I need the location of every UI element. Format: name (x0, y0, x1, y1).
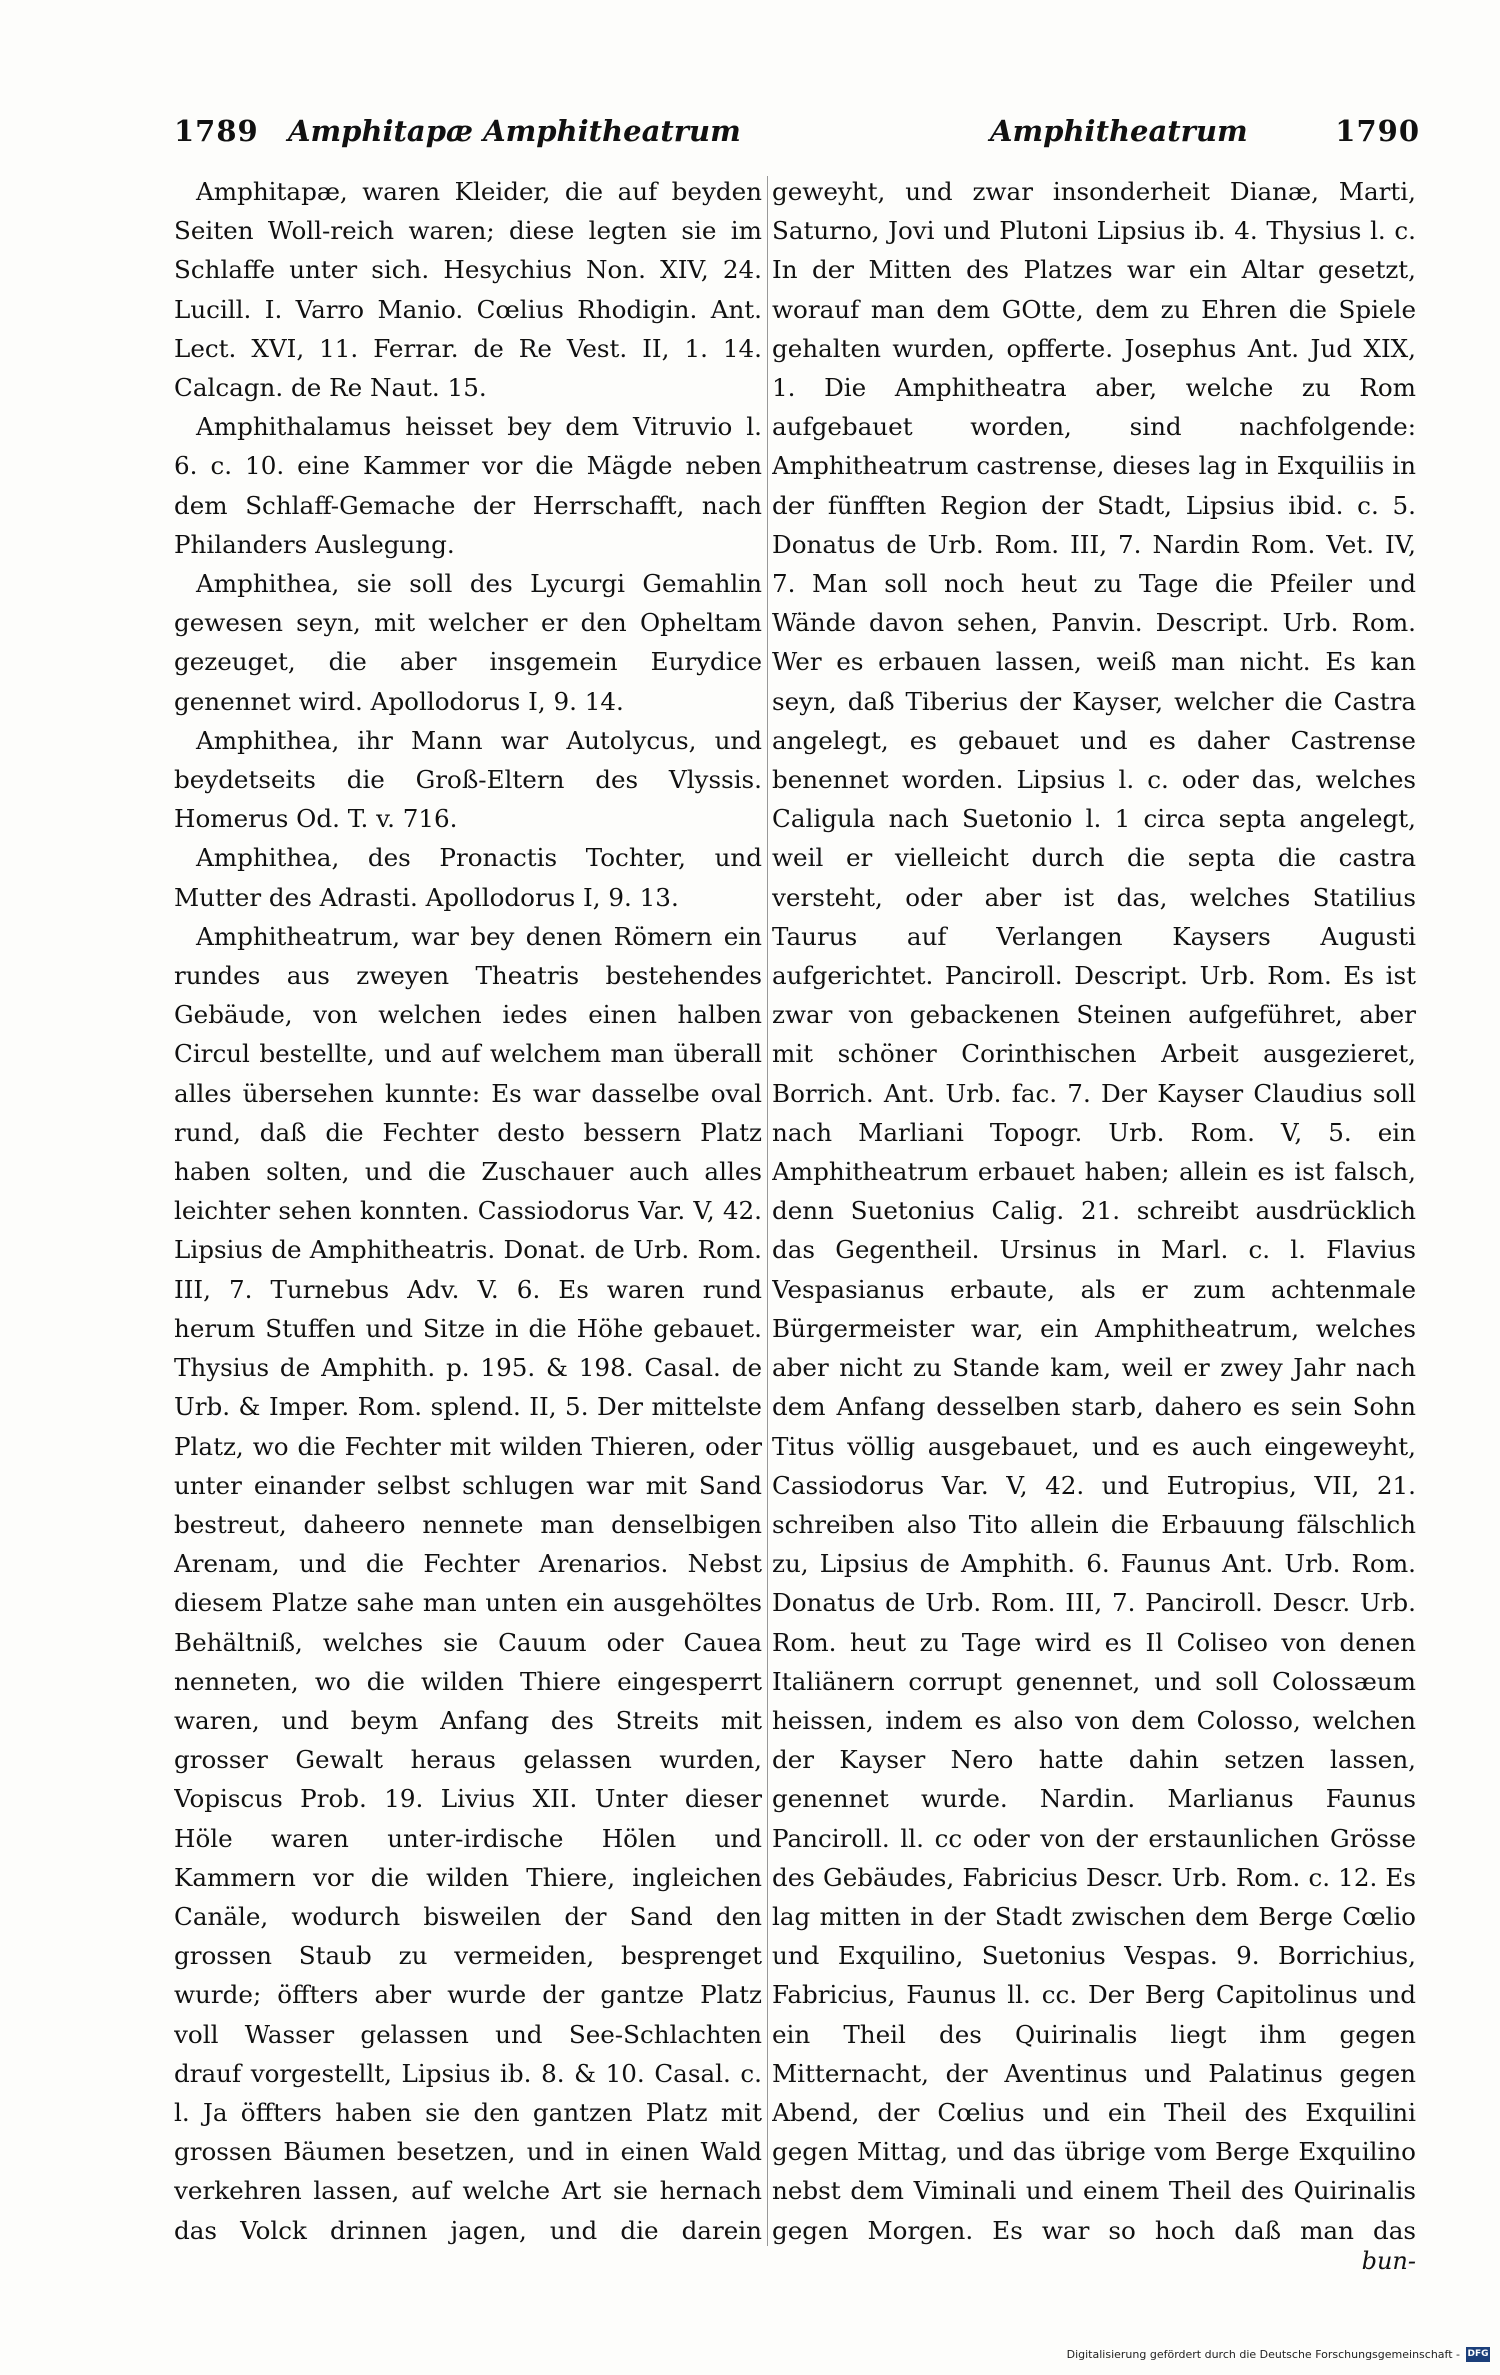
left-page-number: 1789 (174, 114, 259, 148)
left-header-catchwords: Amphitapæ Amphitheatrum (287, 114, 741, 148)
entry-amphitapae: Amphitapæ, waren Kleider, die auf beyden Seiten Woll-reich waren; diese legten sie im Schlaffe unter sich. Hesychius Non. XIV, 24. Lucill. I. Varro Manio. Cœlius Rhodigin. Ant. Lect. XVI, 11. Ferrar. de Re Vest. II, 1. 14. Calcagn. de Re Naut. 15. (174, 177, 762, 403)
entry-amphithalamus: Amphithalamus heisset bey dem Vitruvio l. 6. c. 10. eine Kammer vor die Mägde neben dem Schlaff-Gemache der Herrschafft, nach Philanders Auslegung. (174, 412, 762, 559)
entry-amphithea-autolycus: Amphithea, ihr Mann war Autolycus, und beydetseits die Groß-Eltern des Vlyssis. Homerus Od. T. v. 716. (174, 725, 762, 834)
column-divider (767, 176, 768, 2246)
entry-amphithea-lycurgus: Amphithea, sie soll des Lycurgi Gemahlin gewesen seyn, mit welcher er den Opheltam gezeuget, die aber insgemein Eurydice genennet wird. Apollodorus I, 9. 14. (174, 569, 762, 716)
digitization-footer (900, 2340, 1490, 2368)
entry-amphitheatrum: Amphitheatrum, war bey denen Römern ein rundes aus zweyen Theatris bestehendes Gebäude, von welchen iedes einen halben Circul bestellte, und auf welchem man überall alles übersehen kunnte: Es war dasselbe oval rund, daß die Fechter desto bessern Platz haben solten, und die Zuschauer auch alles leichter sehen konnten. Cassiodorus Var. V, 42. Lipsius de Amphitheatris. Donat. de Urb. Rom. III, 7. Turnebus Adv. V. 6. Es waren rund herum Stuffen und Sitze in die Höhe gebauet. Thysius de Amphith. p. 195. & 198. Casal. de Urb. & Imper. Rom. splend. II, 5. Der mittelste Platz, wo die Fechter mit wilden Thieren, oder unter einander selbst schlugen war mit Sand bestreut, daheero nennete man denselbigen Arenam, und die Fechter Arenarios. Nebst diesem Platze sahe man unten ein ausgehöltes Behältniß, welches sie Cauum oder Cauea nenneten, wo die wilden Thiere eingesperrt waren, und beym Anfang des Streits mit grosser Gewalt heraus gelassen wurden, Vopiscus Prob. 19. Livius XII. Unter dieser Höle waren unter-irdische Hölen und Kammern vor die wilden Thiere, ingleichen Canäle, wodurch bisweilen der Sand den grossen Staub zu vermeiden, besprenget wurde; öffters aber wurde der gantze Platz voll Wasser gelassen und See-Schlachten drauf vorgestellt, Lipsius ib. 8. & 10. Casal. c. l. Ja öffters haben sie den gantzen Platz mit grossen Bäumen besetzen, und in einen Wald verkehren lassen, auf welche Art sie hernach das Volck drinnen jagen, und die darein (174, 921, 762, 2245)
right-text-column (772, 172, 1416, 2250)
dfg-logo: DFG (1466, 2347, 1490, 2362)
left-text-column (174, 172, 762, 2250)
footer-credit-text: Digitalisierung gefördert durch die Deutsche Forschungsgemeinschaft - (1066, 2347, 1460, 2361)
catchword: bun- (1361, 2247, 1416, 2275)
entry-amphithea-pronax: Amphithea, des Pronactis Tochter, und Mutter des Adrasti. Apollodorus I, 9. 13. (174, 843, 762, 912)
right-header-catchword: Amphitheatrum (990, 114, 1248, 148)
left-page-header (174, 108, 764, 154)
right-page-header (990, 108, 1420, 154)
entry-amphitheatrum-continued: geweyht, und zwar insonderheit Dianæ, Marti, Saturno, Jovi und Plutoni Lipsius ib. 4. Thysius l. c. In der Mitten des Platzes war ein Altar gesetzt, worauf man dem GOtte, dem zu Ehren die Spiele gehalten wurden, opfferte. Josephus Ant. Jud XIX, 1. Die Amphitheatra aber, welche zu Rom aufgebauet worden, sind nachfolgende: Amphitheatrum castrense, dieses lag in Exquiliis in der fünfften Region der Stadt, Lipsius ibid. c. 5. Donatus de Urb. Rom. III, 7. Nardin Rom. Vet. IV, 7. Man soll noch heut zu Tage die Pfeiler und Wände davon sehen, Panvin. Descript. Urb. Rom. Wer es erbauen lassen, weiß man nicht. Es kan seyn, daß Tiberius der Kayser, welcher die Castra angelegt, es gebauet und es daher Castrense benennet worden. Lipsius l. c. oder das, welches Caligula nach Suetonio l. 1 circa septa angelegt, weil er vielleicht durch die septa die castra versteht, oder aber ist das, welches Statilius Taurus auf Verlangen Kaysers Augusti aufgerichtet. Panciroll. Descript. Urb. Rom. Es ist zwar von gebackenen Steinen aufgeführet, aber mit schöner Corinthischen Arbeit ausgezieret, Borrich. Ant. Urb. fac. 7. Der Kayser Claudius soll nach Marliani Topogr. Urb. Rom. V, 5. ein Amphitheatrum erbauet haben; allein es ist falsch, denn Suetonius Calig. 21. schreibt ausdrücklich das Gegentheil. Ursinus in Marl. c. l. Flavius Vespasianus erbaute, als er zum achtenmale Bürgermeister war, ein Amphitheatrum, welches aber nicht zu Stande kam, weil er zwey Jahr nach dem Anfang desselben starb, dahero es sein Sohn Titus völlig ausgebauet, und es auch eingeweyht, Cassiodorus Var. V, 42. und Eutropius, VII, 21. schreiben also Tito allein die Erbauung fälschlich zu, Lipsius de Amphith. 6. Faunus Ant. Urb. Rom. Donatus de Urb. Rom. III, 7. Panciroll. Descr. Urb. Rom. heut zu Tage wird es Il Coliseo von denen Italiänern corrupt genennet, und soll Colossæum heissen, indem es also von dem Colosso, welchen der Kayser Nero hatte dahin setzen lassen, genennet wurde. Nardin. Marlianus Faunus Panciroll. ll. cc oder von der erstaunlichen Grösse des Gebäudes, Fabricius Descr. Urb. Rom. c. 12. Es lag mitten in der Stadt zwischen dem Berge Cœlio und Exquilino, Suetonius Vespas. 9. Borrichius, Fabricius, Faunus ll. cc. Der Berg Capitolinus und ein Theil des Quirinalis liegt ihm gegen Mitternacht, der Aventinus und Palatinus gegen Abend, der Cœlius und ein Theil des Exquilini gegen Mittag, und das übrige vom Berge Exquilino nebst dem Viminali und einem Theil des Quirinalis gegen Morgen. Es war so hoch daß man das (772, 177, 1416, 2245)
right-page-number: 1790 (1335, 114, 1420, 148)
